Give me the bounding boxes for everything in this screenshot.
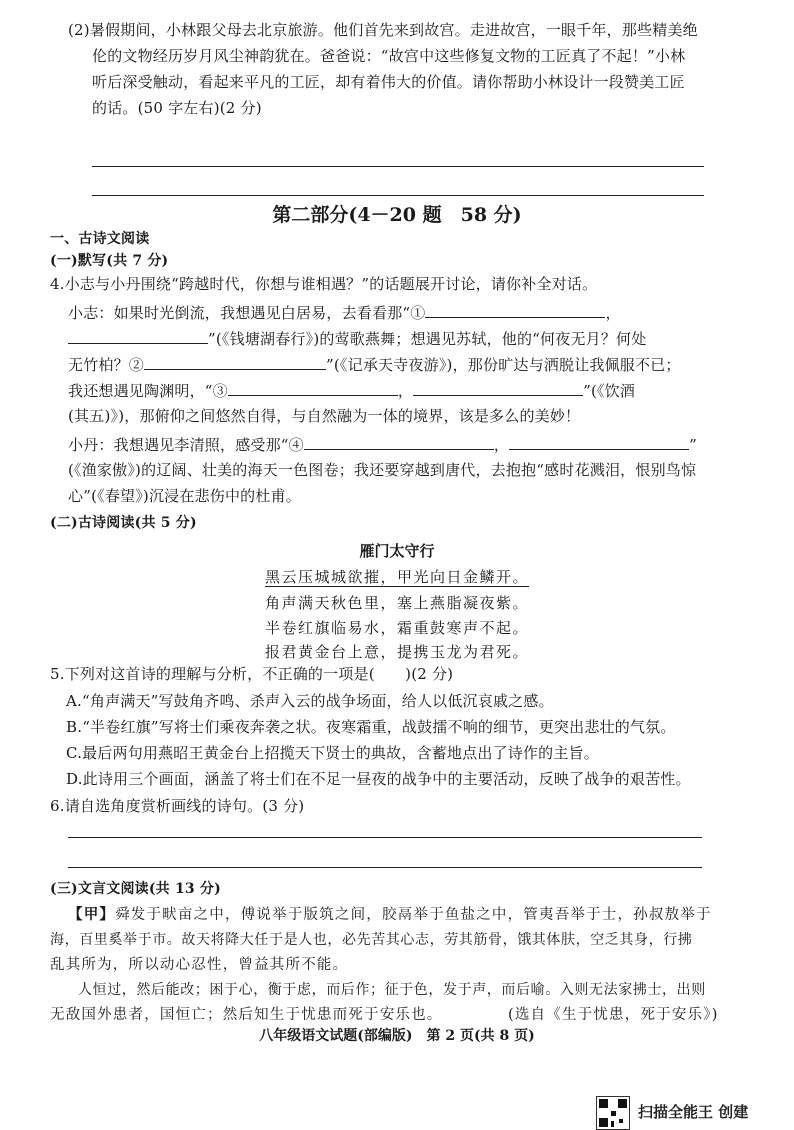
poem-line-1 (0, 566, 794, 587)
blank-3b[interactable] (413, 377, 583, 396)
q3-line-2: 伦的文物经历岁月风尘神韵犹在。爸爸说：“故宫中这些修复文物的工匠真了不起！”小林 (92, 47, 686, 65)
jia-line-1 (68, 902, 712, 928)
q4-line-3-tail: ”(《记承天寺夜游》)，那份旷达与洒脱让我佩服不已； (326, 356, 681, 374)
poem-line-4: 报君黄金台上意，提携玉龙为君死。 (264, 643, 529, 661)
q4-line-3-text: 无竹柏？② (68, 356, 145, 374)
answer-line-q6-1[interactable] (68, 837, 702, 838)
q4-line-8: 心”(《春望》)沉浸在悲伤中的杜甫。 (68, 487, 301, 505)
blank-4a[interactable] (304, 431, 494, 450)
jia-line-3: 乱其所为，所以动心忍性，曾益其所不能。 (50, 957, 349, 973)
answer-line-q3-2[interactable] (92, 195, 704, 196)
subsection-classical-reading: (三)文言文阅读(共 13 分) (50, 881, 221, 897)
q5-option-d[interactable]: D.此诗用三个画面，涵盖了将士们在不足一昼夜的战争中的主要活动，反映了战争的艰苦性。 (66, 770, 691, 788)
blank-3a[interactable] (228, 377, 398, 396)
jia-tag: 【甲】 (68, 906, 116, 923)
q4-line-1-text: 小志：如果时光倒流，我想遇见白居易，去看看那“① (68, 304, 426, 322)
jia-line-5: 无敌国外患者，国恒亡；然后知生于忧患而死于安乐也。 (50, 1007, 443, 1023)
comma: ， (493, 436, 510, 454)
q4-line-1 (68, 299, 621, 326)
q6-stem: 6.请自选角度赏析画线的诗句。(3 分) (50, 797, 305, 815)
jia-line-2: 海，百里奚举于市。故天将降大任于是人也，必先苦其心志，劳其筋骨，饿其体肤，空乏其身，行拂 (50, 932, 693, 948)
blank-1b[interactable] (68, 325, 208, 344)
scanner-brand: 扫描全能王 创建 (638, 1103, 749, 1121)
q5-option-a[interactable]: A.“角声满天”写鼓角齐鸣、杀声入云的战争场面，给人以低沉哀戚之感。 (66, 692, 554, 710)
q4-line-6 (68, 431, 697, 458)
subsection-dictation: (一)默写(共 7 分) (50, 253, 169, 269)
poem-line-2: 角声满天秋色里，塞上燕脂凝夜紫。 (264, 594, 529, 612)
q4-stem: 4.小志与小丹围绕“跨越时代，你想与谁相遇？”的话题展开讨论，请你补全对话。 (50, 275, 598, 293)
quote: ” (689, 436, 697, 454)
q4-line-3 (68, 351, 681, 378)
poem-line-1-text: 黑云压城城欲摧，甲光向日金鳞开。 (264, 568, 529, 586)
q4-line-6-text: 小丹：我想遇见李清照，感受那“④ (68, 436, 304, 454)
q5-option-c[interactable]: C.最后两句用燕昭王黄金台上招揽天下贤士的典故，含蓄地点出了诗作的主旨。 (66, 744, 599, 762)
q4-line-2-text: ”(《钱塘湖春行》)的莺歌燕舞；想遇见苏轼，他的“何夜无月？何处 (208, 330, 647, 348)
jia-line-4: 人恒过，然后能改；困于心，衡于虑，而后作；征于色，发于声，而后喻。入则无法家拂士，出则 (78, 982, 706, 998)
comma: ， (605, 304, 621, 322)
q5-stem: 5.下列对这首诗的理解与分析，不正确的一项是( )(2 分) (50, 665, 454, 683)
answer-line-q3-1[interactable] (92, 166, 704, 167)
q5-option-b[interactable]: B.“半卷红旗”写将士们乘夜奔袭之状。夜寒霜重，战鼓擂不响的细节，更突出悲壮的气氛。 (66, 718, 676, 736)
q4-line-7: (《渔家傲》)的辽阔、壮美的海天一色图卷；我还要穿越到唐代，去抱抱“感时花溅泪，恨别鸟惊 (68, 461, 697, 479)
poem-line-3: 半卷红旗临易水，霜重鼓寒声不起。 (264, 619, 529, 637)
part2-title: 第二部分(4－20 题 58 分) (272, 204, 522, 226)
blank-2[interactable] (144, 351, 326, 370)
q3-line-4: 的话。(50 字左右)(2 分) (92, 99, 262, 117)
q4-line-4-tail: ”(《饮酒 (583, 382, 636, 400)
q3-line-1: (2)暑假期间，小林跟父母去北京旅游。他们首先来到故宫。走进故宫，一眼千年，那些精美绝 (68, 21, 698, 39)
page-footer: 八年级语文试题(部编版) 第 2 页(共 8 页) (259, 1028, 535, 1044)
jia-source: (选自《生于忧患，死于安乐》) (508, 1007, 719, 1023)
q4-line-5: (其五)》)，那俯仰之间悠然自得，与自然融为一体的境界，该是多么的美妙！ (68, 407, 581, 425)
jia-line-1-text: 舜发于畎亩之中，傅说举于版筑之间，胶鬲举于鱼盐之中，管夷吾举于士，孙叔敖举于 (115, 907, 712, 923)
blank-1a[interactable] (425, 299, 605, 318)
subsection-poem-reading: (二)古诗阅读(共 5 分) (50, 515, 197, 531)
q4-line-4-text: 我还想遇见陶渊明，“③ (68, 382, 228, 400)
poem-title: 雁门太守行 (359, 542, 435, 560)
blank-4b[interactable] (509, 431, 689, 450)
q3-line-3: 听后深受触动，看起来平凡的工匠，却有着伟大的价值。请你帮助小林设计一段赞美工匠 (92, 73, 685, 91)
section-ancient-reading: 一、古诗文阅读 (50, 231, 150, 247)
q4-line-2 (68, 325, 646, 352)
answer-line-q6-2[interactable] (68, 867, 702, 868)
q4-line-4 (68, 377, 635, 404)
comma: ， (397, 382, 414, 400)
